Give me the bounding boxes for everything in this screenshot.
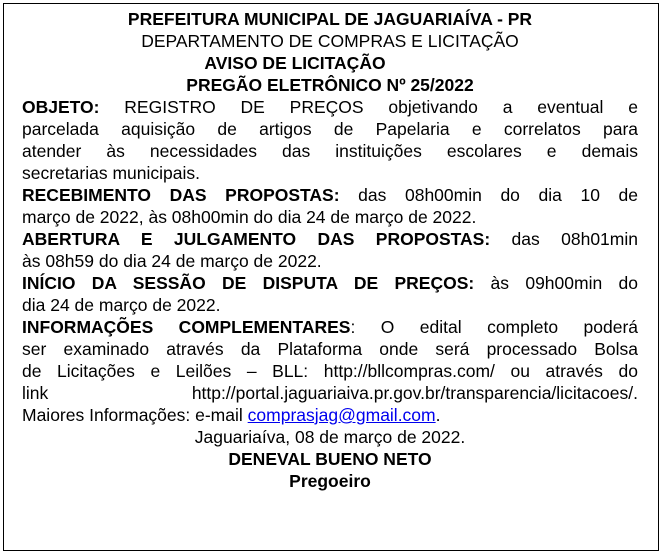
informacoes-label: INFORMAÇÕES COMPLEMENTARES	[22, 317, 351, 337]
abertura-section	[22, 228, 638, 272]
email-link[interactable]: comprasjag@gmail.com	[247, 405, 436, 425]
objeto-section	[22, 96, 638, 184]
process-title: PREGÃO ELETRÔNICO Nº 25/2022	[186, 75, 474, 95]
inicio-line-2: dia 24 de março de 2022.	[22, 295, 221, 315]
notice-content	[22, 8, 638, 492]
recebimento-line-1	[22, 184, 638, 206]
portal-url: http://portal.jaguariaiva.pr.gov.br/transparencia/licitacoes/.	[191, 383, 638, 403]
informacoes-line-5	[22, 404, 638, 426]
objeto-line-3: atender às necessidades das instituições escolares e demais	[22, 141, 638, 161]
objeto-line-1	[22, 96, 638, 118]
recebimento-line-2: março de 2022, às 08h00min do dia 24 de março de 2022.	[22, 207, 477, 227]
org-title: PREFEITURA MUNICIPAL DE JAGUARIAÍVA - PR	[127, 9, 533, 29]
abertura-line-2: às 08h59 do dia 24 de março de 2022.	[22, 251, 322, 271]
signer-role: Pregoeiro	[289, 471, 371, 491]
recebimento-text-1: das 08h00min do dia 10 de	[358, 185, 638, 205]
objeto-line-4: secretarias municipais.	[22, 163, 200, 183]
email-prefix: Maiores Informações: e-mail	[22, 405, 243, 425]
informacoes-line-3: de Licitações e Leilões – BLL: http://bllcompras.com/ ou através do	[22, 361, 638, 381]
inicio-text-1: às 09h00min do	[490, 273, 638, 293]
objeto-label: OBJETO:	[22, 97, 100, 117]
abertura-label: ABERTURA E JULGAMENTO DAS PROPOSTAS:	[22, 229, 491, 249]
informacoes-line-2: ser examinado através da Plataforma onde será processado Bolsa	[22, 339, 638, 359]
email-suffix: .	[435, 405, 441, 425]
informacoes-section	[22, 316, 638, 426]
objeto-text-1: REGISTRO DE PREÇOS objetivando a eventual e	[124, 97, 638, 117]
informacoes-line-4	[22, 382, 638, 404]
place-date: Jaguariaíva, 08 de março de 2022.	[194, 427, 466, 447]
informacoes-line-1	[22, 316, 638, 338]
notice-title: AVISO DE LICITAÇÃO	[204, 53, 386, 73]
link-word: link	[22, 383, 49, 403]
inicio-section	[22, 272, 638, 316]
informacoes-text-1: : O edital completo poderá	[350, 317, 638, 337]
signer-name: DENEVAL BUENO NETO	[228, 449, 432, 469]
inicio-line-1	[22, 272, 638, 294]
abertura-line-1	[22, 228, 638, 250]
abertura-text-1: das 08h01min	[511, 229, 638, 249]
objeto-line-2: parcelada aquisição de artigos de Papelaria e correlatos para	[22, 119, 638, 139]
recebimento-section	[22, 184, 638, 228]
inicio-label: INÍCIO DA SESSÃO DE DISPUTA DE PREÇOS:	[22, 273, 475, 293]
recebimento-label: RECEBIMENTO DAS PROPOSTAS:	[22, 185, 340, 205]
department-title: DEPARTAMENTO DE COMPRAS E LICITAÇÃO	[141, 31, 519, 51]
